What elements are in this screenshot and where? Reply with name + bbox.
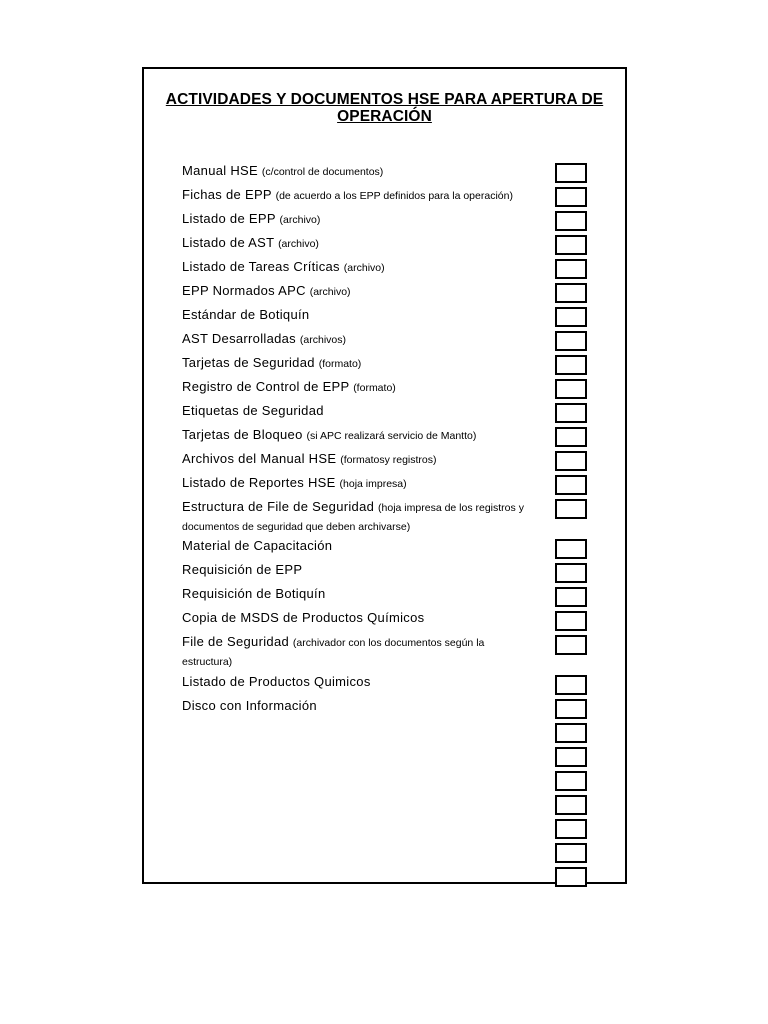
- checkbox[interactable]: [555, 499, 587, 519]
- item-label: Estructura de File de Seguridad: [182, 499, 375, 514]
- list-item: [182, 354, 532, 373]
- item-label: Listado de Productos Quimicos: [182, 674, 371, 689]
- item-note: (de acuerdo a los EPP definidos para la operación): [275, 190, 513, 202]
- checkbox[interactable]: [555, 163, 587, 183]
- item-label: Requisición de Botiquín: [182, 586, 326, 601]
- list-item: [182, 537, 532, 556]
- checkbox[interactable]: [555, 331, 587, 351]
- checkbox[interactable]: [555, 259, 587, 279]
- item-label: AST Desarrolladas: [182, 331, 296, 346]
- list-item: [182, 673, 532, 692]
- item-label: Listado de Reportes HSE: [182, 475, 336, 490]
- checkbox[interactable]: [555, 563, 587, 583]
- checkbox[interactable]: [555, 635, 587, 655]
- item-label: EPP Normados APC: [182, 283, 306, 298]
- checkbox[interactable]: [555, 587, 587, 607]
- list-item: [182, 330, 532, 349]
- list-item: [182, 378, 532, 397]
- list-item: [182, 426, 532, 445]
- checkbox[interactable]: [555, 235, 587, 255]
- checkbox[interactable]: [555, 819, 587, 839]
- item-note: (hoja impresa de los registros y documentos de seguridad que deben archivarse): [182, 502, 524, 533]
- checkbox[interactable]: [555, 723, 587, 743]
- item-note: (formato): [353, 382, 396, 394]
- item-label: Fichas de EPP: [182, 187, 272, 202]
- checkbox[interactable]: [555, 451, 587, 471]
- list-item: [182, 498, 532, 536]
- list-item: [182, 306, 532, 325]
- list-item: [182, 210, 532, 229]
- item-label: Etiquetas de Seguridad: [182, 403, 324, 418]
- checkbox[interactable]: [555, 211, 587, 231]
- list-item: [182, 402, 532, 421]
- list-item: [182, 585, 532, 604]
- item-label: Listado de Tareas Críticas: [182, 259, 340, 274]
- list-item: [182, 186, 532, 205]
- checkbox[interactable]: [555, 843, 587, 863]
- item-note: (archivo): [309, 286, 351, 298]
- checkbox[interactable]: [555, 611, 587, 631]
- checkbox[interactable]: [555, 403, 587, 423]
- checkbox[interactable]: [555, 427, 587, 447]
- checkbox[interactable]: [555, 867, 587, 887]
- item-label: File de Seguridad: [182, 634, 289, 649]
- checkbox[interactable]: [555, 675, 587, 695]
- list-item: [182, 561, 532, 580]
- item-label: Archivos del Manual HSE: [182, 451, 337, 466]
- checkbox[interactable]: [555, 307, 587, 327]
- item-label: Tarjetas de Seguridad: [182, 355, 315, 370]
- item-label: Copia de MSDS de Productos Químicos: [182, 610, 425, 625]
- checkbox[interactable]: [555, 379, 587, 399]
- item-note: (c/control de documentos): [261, 166, 384, 178]
- checkbox[interactable]: [555, 187, 587, 207]
- item-note: (formatosy registros): [340, 454, 437, 466]
- checkbox[interactable]: [555, 283, 587, 303]
- list-item: [182, 609, 532, 628]
- list-item: [182, 258, 532, 277]
- item-label: Listado de AST: [182, 235, 275, 250]
- item-note: (hoja impresa): [339, 478, 407, 490]
- list-item: [182, 162, 532, 181]
- item-label: Registro de Control de EPP: [182, 379, 350, 394]
- list-item: [182, 633, 532, 671]
- item-label: Disco con Información: [182, 698, 317, 713]
- list-item: [182, 474, 532, 493]
- item-note: (archivador con los documentos según la estructura): [182, 637, 485, 668]
- checkbox[interactable]: [555, 747, 587, 767]
- document-title: ACTIVIDADES Y DOCUMENTOS HSE PARA APERTURA DE OPERACIÓN: [165, 91, 604, 125]
- checkbox[interactable]: [555, 539, 587, 559]
- item-note: (formato): [318, 358, 362, 370]
- item-label: Listado de EPP: [182, 211, 276, 226]
- item-note: (archivo): [279, 214, 321, 226]
- checkbox[interactable]: [555, 355, 587, 375]
- list-item: [182, 282, 532, 301]
- checkbox[interactable]: [555, 795, 587, 815]
- checklist-frame: [142, 67, 627, 884]
- item-note: (si APC realizará servicio de Mantto): [306, 430, 477, 442]
- item-note: (archivo): [278, 238, 319, 250]
- item-label: Requisición de EPP: [182, 562, 303, 577]
- item-label: Tarjetas de Bloqueo: [182, 427, 303, 442]
- item-label: Manual HSE: [182, 163, 258, 178]
- checkbox[interactable]: [555, 771, 587, 791]
- checkbox[interactable]: [555, 475, 587, 495]
- item-note: (archivos): [299, 334, 346, 346]
- item-label: Material de Capacitación: [182, 538, 333, 553]
- item-label: Estándar de Botiquín: [182, 307, 310, 322]
- list-item: [182, 450, 532, 469]
- item-note: (archivo): [343, 262, 385, 274]
- checkbox[interactable]: [555, 699, 587, 719]
- list-item: [182, 234, 532, 253]
- list-item: [182, 697, 532, 716]
